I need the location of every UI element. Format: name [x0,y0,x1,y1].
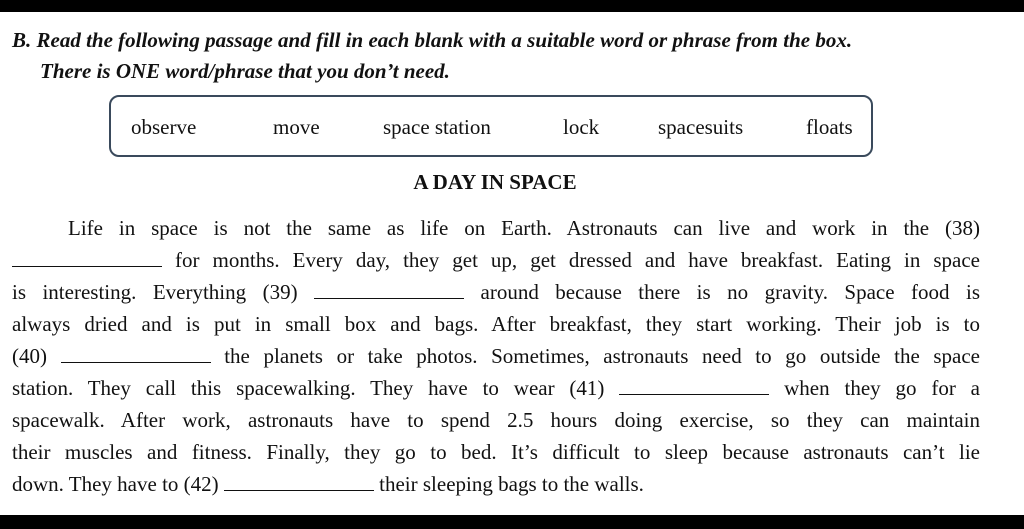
word-option: move [273,115,320,139]
blank-41[interactable] [619,376,769,395]
passage-line: Life in space is not the same as life on Earth. Astronauts can live and work in the (38) [68,216,980,240]
passage-line: their muscles and fitness. Finally, they go to bed. It’s difficult to sleep because astronauts can’t lie [12,440,980,464]
passage-line: station. They call this spacewalking. They have to wear (41) when they go for a [12,376,981,400]
word-box [109,95,873,157]
word-option: observe [131,115,197,139]
instruction-line-1: B. Read the following passage and fill in each blank with a suitable word or phrase from the box. [12,28,853,52]
passage-line: always dried and is put in small box and bags. After breakfast, they start working. Their job is to [12,312,980,336]
blank-39[interactable] [314,280,464,299]
passage-line: down. They have to (42) their sleeping bags to the walls. [12,472,644,496]
blank-38[interactable] [12,248,162,267]
blank-42[interactable] [224,472,374,491]
passage-line: (40) the planets or take photos. Sometimes, astronauts need to go outside the space [12,344,980,368]
word-option: space station [383,115,491,139]
word-option: spacesuits [658,115,744,139]
word-option: lock [563,115,600,139]
blank-40[interactable] [61,344,211,363]
worksheet-page [0,12,1024,515]
passage-line: is interesting. Everything (39) around because there is no gravity. Space food is [12,280,980,304]
instruction-line-2: There is ONE word/phrase that you don’t need. [40,59,450,83]
passage-title: A DAY IN SPACE [413,170,577,194]
word-option: floats [806,115,853,139]
passage-line: for months. Every day, they get up, get dressed and have breakfast. Eating in space [12,247,980,273]
passage-line: spacewalk. After work, astronauts have to spend 2.5 hours doing exercise, so they can maintain [12,408,980,432]
